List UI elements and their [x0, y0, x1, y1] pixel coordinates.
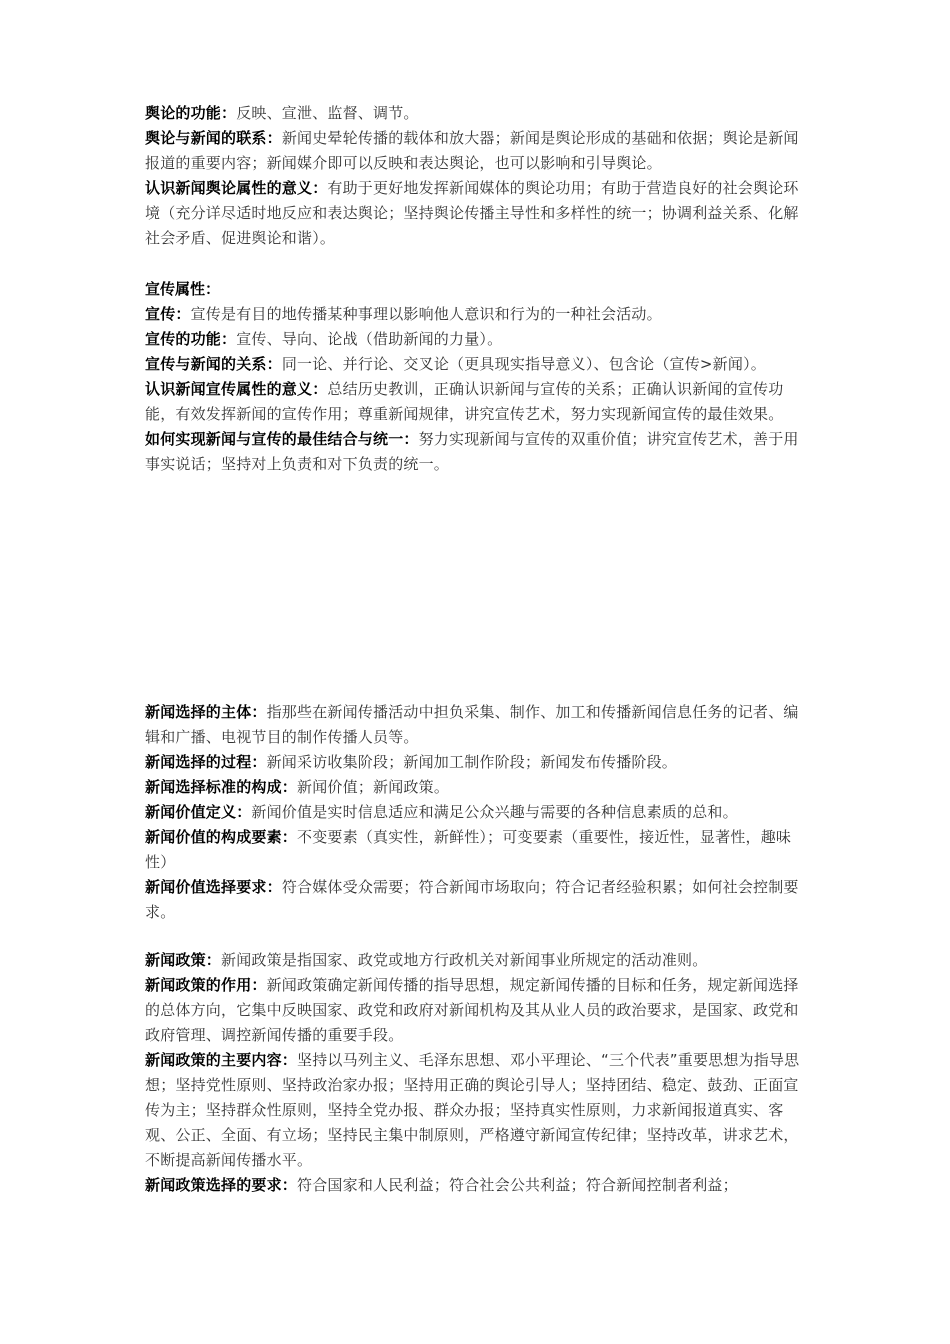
section-news-policy: [145, 948, 805, 1198]
term-definition: 有助于更好地发挥新闻媒体的舆论功用；有助于营造良好的社会舆论环境（充分详尽适时地反应和表达舆论；坚持舆论传播主导性和多样性的统一；协调利益关系、化解社会矛盾、促进舆论和谐）。: [145, 179, 799, 247]
paragraph-selection-standards: [145, 775, 805, 800]
term-label: 新闻价值的构成要素：: [145, 828, 298, 846]
term-label: 认识新闻宣传属性的意义：: [145, 380, 328, 398]
term-label: 宣传与新闻的关系：: [145, 355, 282, 373]
term-definition: 新闻采访收集阶段；新闻加工制作阶段；新闻发布传播阶段。: [266, 753, 678, 771]
paragraph-propaganda-unity: [145, 427, 805, 477]
term-label: 认识新闻舆论属性的意义：: [145, 179, 328, 197]
term-definition: 反映、宣泄、监督、调节。: [236, 104, 419, 122]
term-definition: 新闻价值是实时信息适应和满足公众兴趣与需要的各种信息素质的总和。: [251, 803, 738, 821]
term-definition: 符合媒体受众需要；符合新闻市场取向；符合记者经验积累；如何社会控制要求。: [145, 878, 799, 921]
term-label: 新闻政策选择的要求：: [145, 1176, 298, 1194]
term-definition: 同一论、并行论、交叉论（更具现实指导意义）、包含论（宣传>新闻）。: [281, 355, 766, 373]
paragraph-propaganda-significance: [145, 377, 805, 427]
paragraph-news-value-elements: [145, 825, 805, 875]
term-label: 新闻价值定义：: [145, 803, 252, 821]
paragraph-news-value-requirements: [145, 875, 805, 925]
paragraph-selection-subject: [145, 700, 805, 750]
paragraph-opinion-significance: [145, 176, 805, 251]
paragraph-propaganda-functions: [145, 327, 805, 352]
term-label: 舆论的功能：: [145, 104, 237, 122]
term-definition: 宣传是有目的地传播某种事理以影响他人意识和行为的一种社会活动。: [190, 305, 662, 323]
term-definition: 新闻政策是指国家、政党或地方行政机关对新闻事业所规定的活动准则。: [221, 951, 708, 969]
paragraph-selection-process: [145, 750, 805, 775]
term-definition: 努力实现新闻与宣传的双重价值；讲究宣传艺术，善于用事实说话；坚持对上负责和对下负责的统一。: [145, 430, 799, 473]
section-public-opinion: [145, 101, 805, 251]
term-definition: 指那些在新闻传播活动中担负采集、制作、加工和传播新闻信息任务的记者、编辑和广播、电视节目的制作传播人员等。: [145, 703, 799, 746]
paragraph-opinion-news-relation: [145, 126, 805, 176]
term-label: 新闻价值选择要求：: [145, 878, 282, 896]
term-label: 新闻选择的过程：: [145, 753, 267, 771]
term-definition: 符合国家和人民利益；符合社会公共利益；符合新闻控制者利益；: [297, 1176, 738, 1194]
term-definition: 总结历史教训，正确认识新闻与宣传的关系；正确认识新闻的宣传功能，有效发挥新闻的宣传作用；尊重新闻规律，讲究宣传艺术，努力实现新闻宣传的最佳效果。: [145, 380, 784, 423]
term-label: 宣传的功能：: [145, 330, 237, 348]
term-label: 新闻政策的作用：: [145, 976, 267, 994]
paragraph-policy-definition: [145, 948, 805, 973]
term-definition: 新闻价值；新闻政策。: [297, 778, 450, 796]
term-label: 新闻政策的主要内容：: [145, 1051, 298, 1069]
term-label: 新闻政策：: [145, 951, 222, 969]
term-definition: 宣传、导向、论战（借助新闻的力量）。: [236, 330, 503, 348]
paragraph-policy-role: [145, 973, 805, 1048]
term-label: 新闻选择标准的构成：: [145, 778, 298, 796]
section-news-selection: [145, 700, 805, 925]
section-propaganda: [145, 277, 805, 477]
section-heading: 宣传属性：: [145, 280, 221, 298]
paragraph-policy-requirements: [145, 1173, 805, 1198]
term-label: 如何实现新闻与宣传的最佳结合与统一：: [145, 430, 419, 448]
term-label: 舆论与新闻的联系：: [145, 129, 282, 147]
term-definition: 坚持以马列主义、毛泽东思想、邓小平理论、“三个代表”重要思想为指导思想；坚持党性原则、坚持政治家办报；坚持用正确的舆论引导人；坚持团结、稳定、鼓劲、正面宣传为主；坚持群众性原则，坚持全党办报、群众办报；坚持真实性原则，力求新闻报道真实、客观、公正、全面、有立场；坚持民主集中制原则，严格遵守新闻宣传纪律；坚持改革，讲求艺术，不断提高新闻传播水平。: [145, 1051, 800, 1169]
term-definition: 新闻政策确定新闻传播的指导思想，规定新闻传播的目标和任务，规定新闻选择的总体方向，它集中反映国家、政党和政府对新闻机构及其从业人员的政治要求，是国家、政党和政府管理、调控新闻传播的重要手段。: [145, 976, 799, 1044]
term-label: 新闻选择的主体：: [145, 703, 267, 721]
term-definition: 新闻史晕轮传播的载体和放大器；新闻是舆论形成的基础和依据；舆论是新闻报道的重要内容；新闻媒介即可以反映和表达舆论，也可以影响和引导舆论。: [145, 129, 799, 172]
paragraph-propaganda-definition: [145, 302, 805, 327]
paragraph-news-value-definition: [145, 800, 805, 825]
term-label: 宣传：: [145, 305, 191, 323]
paragraph-opinion-functions: [145, 101, 805, 126]
paragraph-policy-content: [145, 1048, 805, 1173]
term-definition: 不变要素（真实性，新鲜性）；可变要素（重要性，接近性，显著性，趣味性）: [145, 828, 792, 871]
paragraph-propaganda-news-relation: [145, 352, 805, 377]
